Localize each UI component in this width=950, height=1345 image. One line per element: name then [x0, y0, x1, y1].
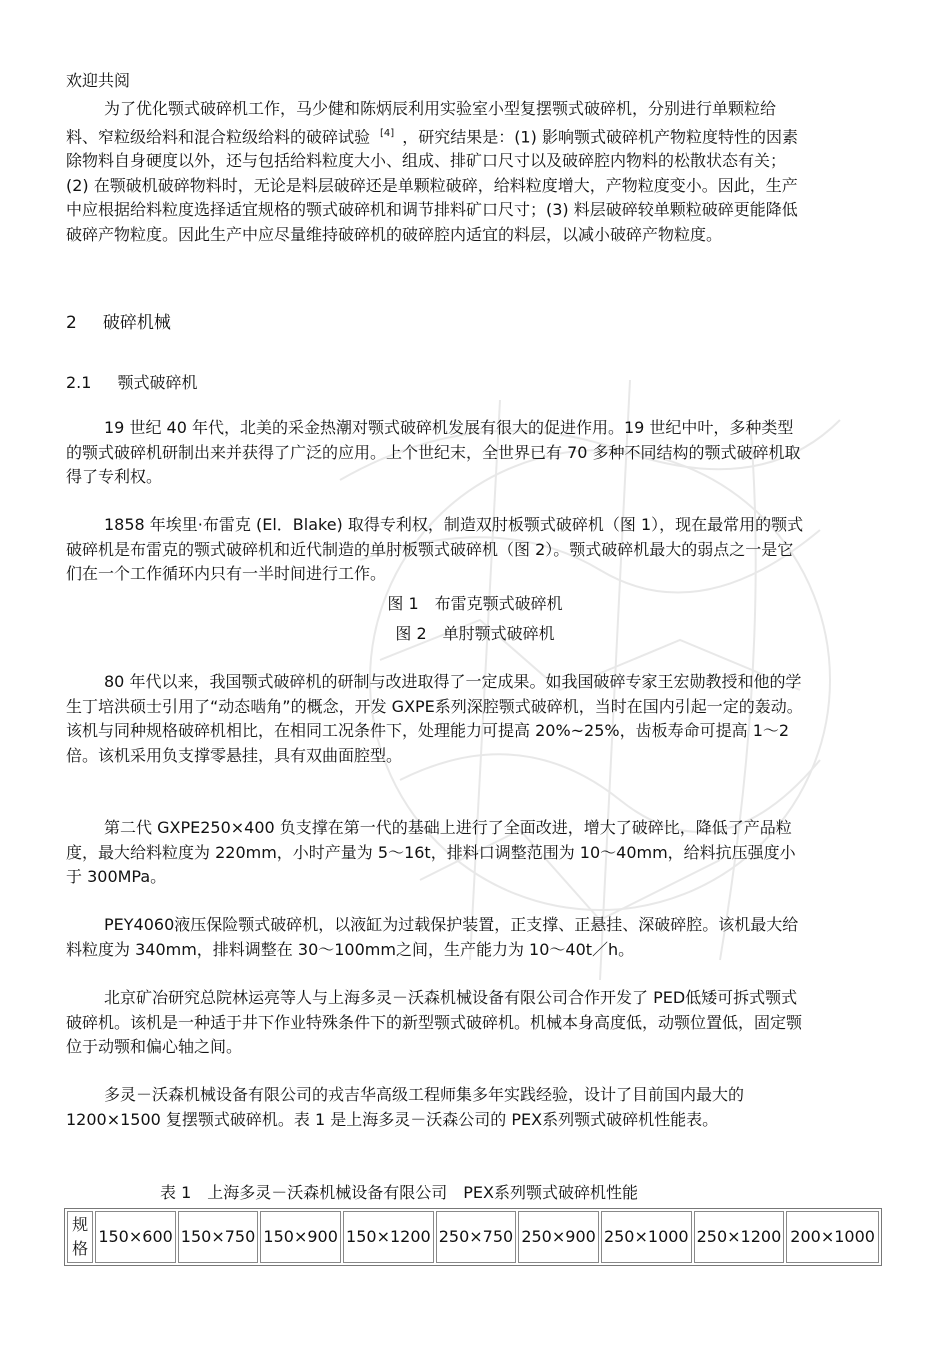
table-cell: 250×750	[436, 1211, 516, 1263]
paragraph-1: 为了优化颚式破碎机工作，马少健和陈炳辰利用实验室小型复摆颚式破碎机，分别进行单颗粒给料、窄粒级给料和混合粒级给料的破碎试验 [4] ，研究结果是：(1) 影响颚式破碎机产物粒度特性的因素除物料自身硬度以外，还与包括给料粒度大小、组成、排矿口尺寸以及破碎腔内物料的松散状态有关；(2) 在颚破机破碎物料时，无论是料层破碎还是单颗粒破碎，给料粒度增大，产物粒度变小。因此，生产中应根据给料粒度选择适宜规格的颚式破碎机和调节排料矿口尺寸；(3) 料层破碎较单颗粒破碎更能降低破碎产物粒度。因此生产中应尽量维持破碎机的破碎腔内适宜的料层，以减小破碎产物粒度。	[66, 99, 798, 244]
table-cell: 250×1000	[601, 1211, 692, 1263]
subsection-heading-2-1: 2.1 颚式破碎机	[66, 373, 198, 392]
table-1-caption: 表 1 上海多灵－沃森机械设备有限公司 PEX系列颚式破碎机性能	[160, 1183, 638, 1202]
table-cell: 200×1000	[786, 1211, 879, 1263]
paragraph-8: 多灵－沃森机械设备有限公司的戎吉华高级工程师集多年实践经验，设计了目前国内最大的 1200×1500 复摆颚式破碎机。表 1 是上海多灵－沃森公司的 PEX系列颚式破碎机性能表。	[66, 1085, 745, 1129]
table-cell: 150×750	[178, 1211, 258, 1263]
paragraph-4: 80 年代以来，我国颚式破碎机的研制与改进取得了一定成果。如我国破碎专家王宏勋教授和他的学生丁培洪硕士引用了“动态啮角”的概念，开发 GXPE系列深腔颚式破碎机，当时在国内引起一定的轰动。该机与同种规格破碎机相比，在相同工况条件下，处理能力可提高 20%~25%，齿板寿命可提高 1～2 倍。该机采用负支撑零悬挂，具有双曲面腔型。	[66, 672, 803, 765]
table-cell: 250×900	[518, 1211, 599, 1263]
table-cell: 150×600	[95, 1211, 175, 1263]
table-cell: 150×1200	[343, 1211, 434, 1263]
table-row	[67, 1211, 879, 1263]
paragraph-5: 第二代 GXPE250×400 负支撑在第一代的基础上进行了全面改进，增大了破碎比，降低了产品粒度，最大给料粒度为 220mm，小时产量为 5～16t，排料口调整范围为 10～40mm，给料抗压强度小于 300MPa。	[66, 818, 796, 886]
table-header-cell: 规格	[67, 1211, 93, 1263]
table-cell: 150×900	[260, 1211, 341, 1263]
header-welcome-text: 欢迎共阅	[66, 71, 131, 90]
paragraph-3: 1858 年埃里·布雷克 (El．Blake) 取得专利权，制造双肘板颚式破碎机（图 1），现在最常用的颚式破碎机是布雷克的颚式破碎机和近代制造的单肘板颚式破碎机（图 2）。颚式破碎机最大的弱点之一是它们在一个工作循环内只有一半时间进行工作。	[66, 515, 804, 583]
pex-spec-table	[64, 1208, 882, 1266]
section-heading-2: 2 破碎机械	[66, 313, 171, 333]
paragraph-7: 北京矿冶研究总院林运亮等人与上海多灵－沃森机械设备有限公司合作开发了 PED低矮可拆式颚式破碎机。该机是一种适于井下作业特殊条件下的新型颚式破碎机。机械本身高度低，动颚位置低，固定颚位于动颚和偏心轴之间。	[66, 988, 803, 1056]
figure-2-caption: 图 2 单肘颚式破碎机	[395, 624, 555, 643]
paragraph-2: 19 世纪 40 年代，北美的采金热潮对颚式破碎机发展有很大的促进作用。19 世纪中叶，多种类型的颚式破碎机研制出来并获得了广泛的应用。上个世纪末，全世界已有 70 多种不同结构的颚式破碎机取得了专利权。	[66, 418, 801, 486]
citation-ref[interactable]: [4]	[380, 127, 395, 139]
figure-1-caption: 图 1 布雷克颚式破碎机	[387, 594, 563, 613]
table-cell: 250×1200	[694, 1211, 785, 1263]
paragraph-6: PEY4060液压保险颚式破碎机，以液缸为过载保护装置，正支撑、正悬挂、深破碎腔。该机最大给料粒度为 340mm，排料调整在 30～100mm之间，生产能力为 10～40t／h。	[66, 915, 799, 959]
